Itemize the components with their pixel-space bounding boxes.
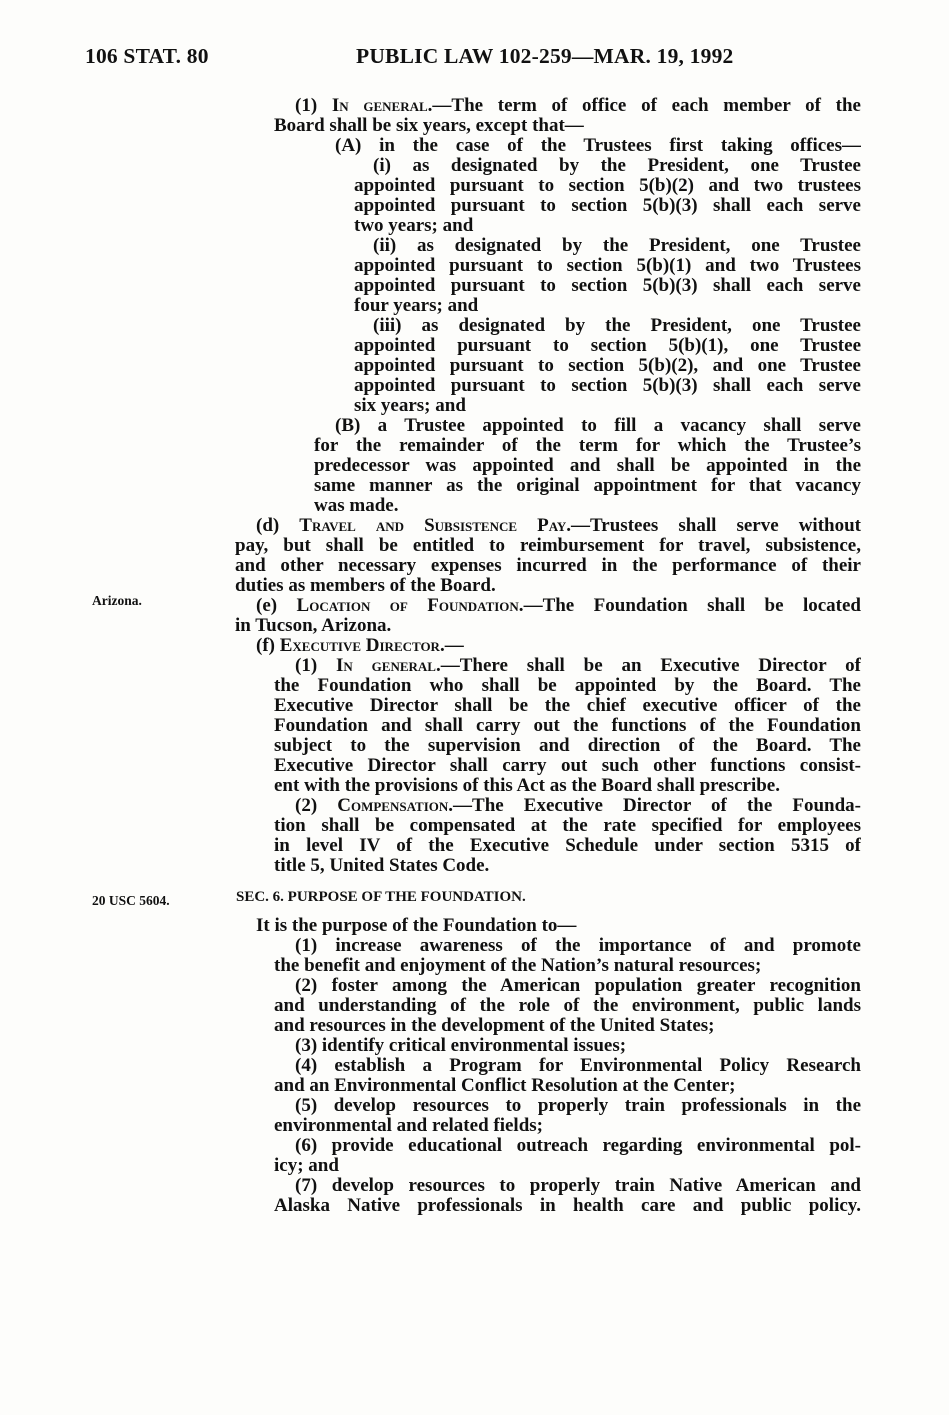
page-stat-number: 106 STAT. 80 [85,44,209,68]
paragraph-f1-line: Executive Director shall be the chief executive officer of the [274,696,861,716]
purpose-item-line: Alaska Native professionals in health care and public policy. [274,1196,861,1216]
clause-i-line: appointed pursuant to section 5(b)(3) shall each serve [354,196,861,216]
clause-ii-line: appointed pursuant to section 5(b)(3) shall each serve [354,276,861,296]
clause-B-line: same manner as the original appointment for that vacancy [314,476,861,496]
clause-iii-line: appointed pursuant to section 5(b)(1), one Trustee [354,336,861,356]
purpose-item-line: (1) increase awareness of the importance of and promote [295,936,861,956]
paragraph-heading: In general. [331,96,433,116]
purpose-item-line: (5) develop resources to properly train professionals in the [295,1096,861,1116]
subsection-heading: Location of Foundation. [296,596,524,616]
paragraph-c1-line: (1) In general.—The term of office of each member of the [295,96,861,116]
paragraph-heading: In general. [336,656,441,676]
purpose-item-line: the benefit and enjoyment of the Nation’s natural resources; [274,956,762,976]
clause-B-line: was made. [314,496,399,516]
purpose-item-line: and resources in the development of the United States; [274,1016,715,1036]
purpose-item-line: and understanding of the role of the environment, public lands [274,996,861,1016]
paragraph-f2-line: in level IV of the Executive Schedule under section 5315 of [274,836,861,856]
purpose-intro: It is the purpose of the Foundation to— [256,916,577,936]
clause-iii-line: appointed pursuant to section 5(b)(3) shall each serve [354,376,861,396]
purpose-item-line: icy; and [274,1156,339,1176]
purpose-item-line: (3) identify critical environmental issues; [295,1036,627,1056]
section-heading: SEC. 6. PURPOSE OF THE FOUNDATION. [236,889,526,905]
subsection-e-line: in Tucson, Arizona. [235,616,392,636]
clause-i-line: two years; and [354,216,474,236]
subsection-e-line: (e) Location of Foundation.—The Foundation shall be located [256,596,861,616]
subsection-heading: Travel and Subsistence Pay. [299,516,572,536]
subsection-d-line: and other necessary expenses incurred in the performance of their [235,556,861,576]
paragraph-c1-line: Board shall be six years, except that— [274,116,584,136]
paragraph-f2-line: (2) Compensation.—The Executive Director of the Founda- [295,796,861,816]
clause-A-line: (A) in the case of the Trustees first taking offices— [335,136,861,156]
paragraph-f1-line: Executive Director shall carry out such other functions consist- [274,756,861,776]
subsection-f-heading: (f) Executive Director.— [256,636,464,656]
paragraph-f1-line: ent with the provisions of this Act as the Board shall prescribe. [274,776,780,796]
clause-i-line: (i) as designated by the President, one Trustee [373,156,861,176]
clause-iii-line: appointed pursuant to section 5(b)(2), and one Trustee [354,356,861,376]
clause-iii-line: six years; and [354,396,466,416]
subsection-d-line: pay, but shall be entitled to reimbursement for travel, subsistence, [235,536,861,556]
margin-note-usc-citation: 20 USC 5604. [92,893,170,908]
running-head-public-law: PUBLIC LAW 102-259—MAR. 19, 1992 [356,44,734,68]
paragraph-heading: Compensation. [337,796,454,816]
clause-ii-line: (ii) as designated by the President, one Trustee [373,236,861,256]
clause-iii-line: (iii) as designated by the President, one Trustee [373,316,861,336]
purpose-item-line: (4) establish a Program for Environmental Policy Research [295,1056,861,1076]
purpose-item-line: (7) develop resources to properly train Native American and [295,1176,861,1196]
clause-B-line: (B) a Trustee appointed to fill a vacancy shall serve [335,416,861,436]
margin-note-arizona: Arizona. [92,593,142,608]
clause-ii-line: four years; and [354,296,479,316]
purpose-item-line: environmental and related fields; [274,1116,543,1136]
paragraph-f2-line: tion shall be compensated at the rate specified for employees [274,816,861,836]
paragraph-f1-line: Foundation and shall carry out the functions of the Foundation [274,716,861,736]
purpose-item-line: (6) provide educational outreach regarding environmental pol- [295,1136,861,1156]
paragraph-f1-line: subject to the supervision and direction of the Board. The [274,736,861,756]
clause-i-line: appointed pursuant to section 5(b)(2) and two trustees [354,176,861,196]
paragraph-f2-line: title 5, United States Code. [274,856,490,876]
clause-B-line: predecessor was appointed and shall be appointed in the [314,456,861,476]
purpose-item-line: and an Environmental Conflict Resolution at the Center; [274,1076,736,1096]
purpose-item-line: (2) foster among the American population greater recognition [295,976,861,996]
clause-B-line: for the remainder of the term for which the Trustee’s [314,436,861,456]
paragraph-f1-line: the Foundation who shall be appointed by the Board. The [274,676,861,696]
subsection-d-line: duties as members of the Board. [235,576,496,596]
clause-ii-line: appointed pursuant to section 5(b)(1) and two Trustees [354,256,861,276]
paragraph-f1-line: (1) In general.—There shall be an Executive Director of [295,656,861,676]
subsection-d-line: (d) Travel and Subsistence Pay.—Trustees shall serve without [256,516,861,536]
